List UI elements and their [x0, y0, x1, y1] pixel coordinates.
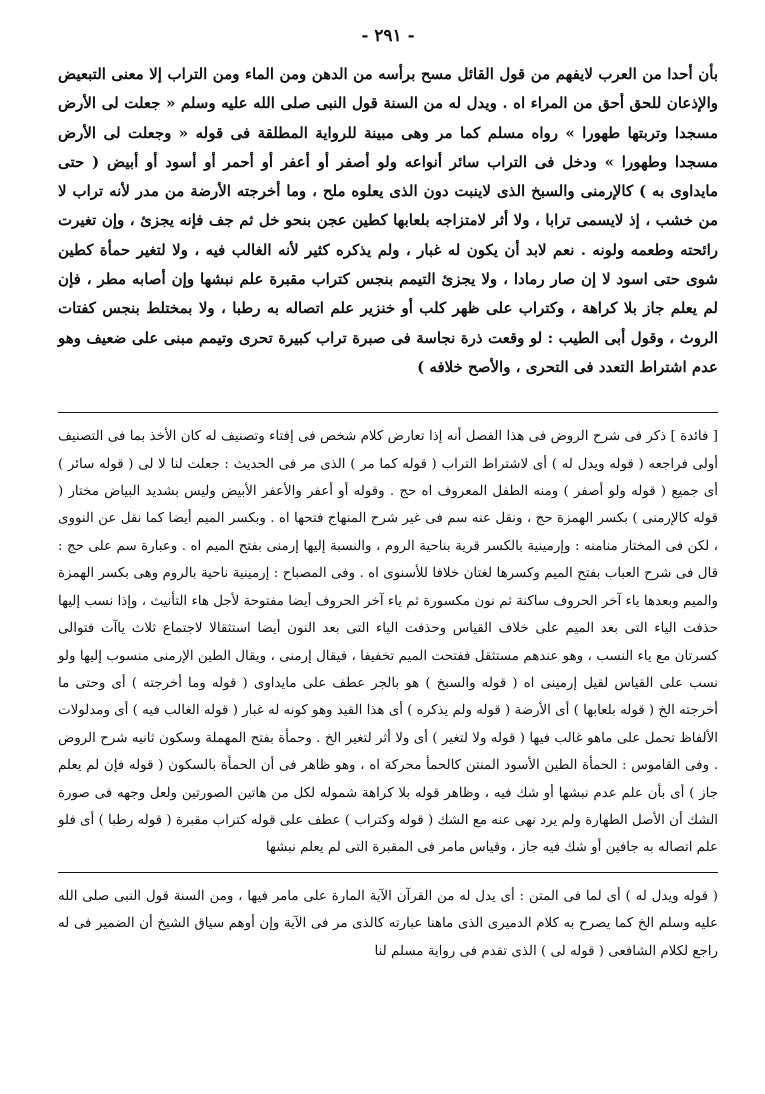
commentary-paragraph-2: ( قوله ويدل له ) أى لما فى المتن : أى يدل له من القرآن الآية المارة على مامر فيها ، ومن السنة قول النبى صلى الله عليه وسلم الخ كما يصرح به كلام الدميرى الذى ماهنا عبارته كالذى مر فى الآية وإن أوهم سياق الشيخ أن الضمير فى له راجع لكلام الشافعى ( قوله لى ) الذى تقدم فى رواية مسلم لنا [58, 888, 718, 959]
book-page [58, 24, 718, 1074]
main-text-block: بأن أحدا من العرب لايفهم من قول القائل مسح برأسه من الدهن ومن الماء ومن التراب إلا معنى التبعيض والإذعان للحق أحق من المراء اه . ويدل له من السنة قول النبى صلى الله عليه وسلم « جعلت لى الأرض مسجدا وتربتها طهورا » رواه مسلم كما مر وهى مبينة للرواية المطلقة فى قوله « وجعلت لى الأرض مسجدا وطهورا » ودخل فى التراب سائر أنواعه ولو أصفر أو أعفر أو أحمر أو أسود أو أبيض ( حتى مايداوى به ) كالإرمنى والسبخ الذى لاينبت دون الذى يعلوه ملح ، وما أخرجته الأرضة من مدر لأنه تراب لا من خشب ، إذ لايسمى ترابا ، ولا أثر لامتزاجه بلعابها كطين عجن بنحو خل ثم جف فإنه يجزئ ، وإن تغيرت رائحته وطعمه ولونه . نعم لابد أن يكون له غبار ، ولم يذكره كثير لأنه الغالب فيه ، ولا لتغير حمأة كطين شوى حتى اسود لا إن صار رمادا ، ولا يجزئ التيمم بنجس كتراب مقبرة علم نبشها وإن أصابه مطر ، فإن لم يعلم جاز بلا كراهة ، وكتراب على ظهر كلب أو خنزير علم اتصاله به رطبا ، ولا بمختلط بنجس كفتات الروث ، وقول أبى الطيب : لو وقعت ذرة نجاسة فى صبرة تراب كبيرة تحرى وتيمم مبنى على ضعيف وهو عدم اشتراط التعدد فى التحرى ، والأصح خلافه ) [58, 65, 718, 376]
commentary-block-2 [58, 883, 718, 965]
commentary-divider [58, 872, 718, 873]
main-notes-divider [58, 412, 718, 413]
commentary-paragraph-1: [ فائدة ] ذكر فى شرح الروض فى هذا الفصل أنه إذا تعارض كلام شخص فى إفتاء وتصنيف له كان الأخذ بما فى التصنيف أولى فراجعه ( قوله ويدل له ) أى لاشتراط التراب ( قوله كما مر ) الذى مر فى الحديث : جعلت لنا لا لى ( قوله سائر ) أى جميع ( قوله ولو أصفر ) ومنه الطفل المعروف اه حج . وقوله أو أعفر والأعفر الأبيض وليس بشديد البياض مختار ( قوله كالإرمنى ) بكسر الهمزة حج ، ونقل عنه سم فى غير شرح المنهاج فتحها اه . وبكسر الميم أيضا كما نقل عن النووى ، لكن فى المختار منامنه : وإرمينية بالكسر قرية بناحية الروم ، والنسبة إليها إرمنى بفتح الميم اه . وعبارة سم على حج : قال فى شرح العباب بفتح الميم وكسرها لغتان خلافا للأسنوى اه . وفى المصباح : إرمينية ناحية بالروم وهى بكسر الهمزة والميم وبعدها ياء آخر الحروف ساكنة ثم نون مكسورة ثم ياء آخر الحروف أيضا مفتوحة لأجل هاء التأنيث ، وإذا نسب إليها حذفت الياء التى بعد الميم على خلاف القياس وحذفت الياء التى بعد النون أيضا استثقالا لاجتماع ثلاث ياآت فتوالى كسرتان مع ياء النسب ، وهو عندهم مستثقل ففتحت الميم تخفيفا ، فيقال إرمنى ، ويقال الطين الإرمنى منسوب إليها ولو نسب على القياس لقيل إرمينى اه ( قوله والسبخ ) هو بالجر عطف على مايداوى ( قوله وما أخرجته ) أى وحتى ما أخرجته الخ ( قوله بلعابها ) أى الأرضة ( قوله ولم يذكره ) أى هذا القيد وهو كونه له غبار ( قوله الغالب فيه ) أى ومدلولات الألفاظ تحمل على ماهو غالب فيها ( قوله ولا لتغير ) أى ولا أثر لتغير الخ . وحمأة بفتح المهملة وسكون ثانيه شرح الروض . وفى القاموس : الحمأة الطين الأسود المنتن كالحمأ محركة اه ، وهو ظاهر فى أن الحمأة بالسكون ( قوله فإن لم يعلم جاز ) أى بأن علم عدم نبشها أو شك فيه ، وظاهر قوله بلا كراهة شموله لكل من هاتين الصورتين ولعل وجهه فى صورة الشك أن الأصل الطهارة ولم يرد نهى عنه مع الشك ( قوله وكتراب ) عطف على قوله كتراب مقبرة ( قوله رطبا ) أى فلو علم اتصاله به جافين أو شك فيه جاز ، وقياس مامر فى المقبرة التى لم يعلم نبشها [58, 429, 718, 856]
page-number: - ٢٩١ - [361, 26, 415, 46]
commentary-block-1 [58, 423, 718, 862]
